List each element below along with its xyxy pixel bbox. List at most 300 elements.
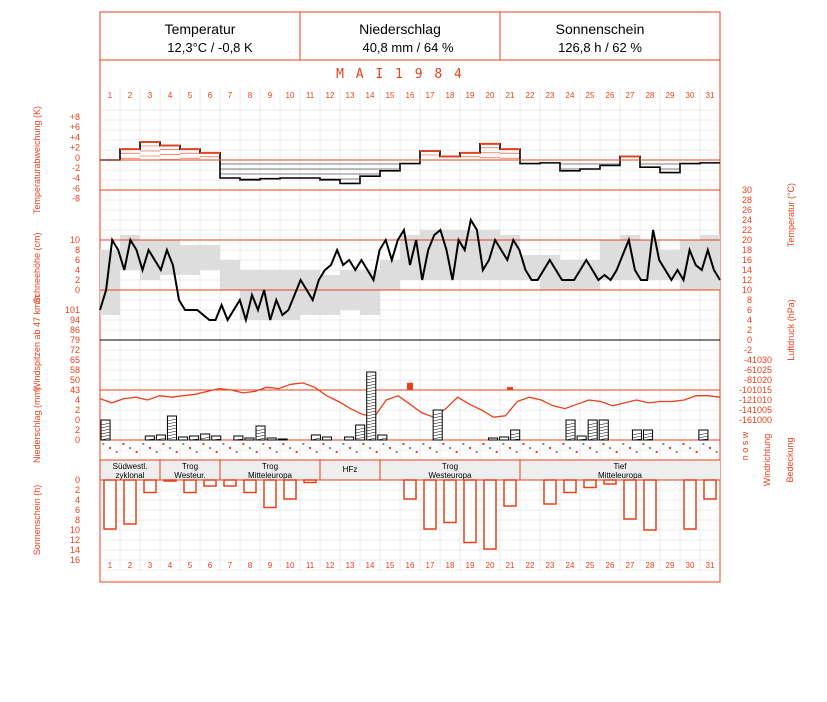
temperature-tick: -14: [738, 405, 752, 415]
wind-direction-dot: [656, 451, 658, 453]
day-label-bottom: 7: [227, 561, 233, 570]
pressure-tick: 1020: [751, 375, 772, 385]
day-label-bottom: 13: [345, 561, 355, 570]
wind-direction-dot: [396, 451, 398, 453]
day-label-bottom: 25: [585, 561, 595, 570]
weather-type-line1: Südwestl.: [112, 462, 148, 471]
day-label-top: 5: [187, 91, 193, 100]
day-label-top: 4: [167, 91, 173, 100]
precipitation-bar: [201, 434, 210, 440]
wind-direction-dot: [529, 447, 531, 449]
sunshine-tick: 14: [69, 545, 80, 555]
day-label-top: 19: [465, 91, 475, 100]
wind-direction-dot: [582, 443, 584, 445]
wind-direction-dot: [202, 443, 204, 445]
day-label-bottom: 27: [625, 561, 635, 570]
ylabel-cloud-cover: Bedeckung: [785, 437, 795, 483]
wind-direction-dot: [129, 447, 131, 449]
day-label-top: 31: [705, 91, 715, 100]
sunshine-tick: 6: [74, 505, 80, 515]
snow-tick: 6: [74, 255, 80, 265]
ylabel-wind: Windspitzen ab 47 km/h: [32, 294, 42, 392]
temperature-tick: 28: [741, 195, 752, 205]
precip-summary-title: Niederschlag: [359, 21, 441, 37]
wind-tick: 72: [69, 345, 80, 355]
weather-type-line1: Tief: [613, 462, 627, 471]
day-label-bottom: 16: [405, 561, 415, 570]
temp-range-band: [380, 260, 400, 290]
wind-direction-dot: [422, 443, 424, 445]
temp-deviation-tick: -8: [71, 193, 80, 204]
day-label-bottom: 20: [485, 561, 495, 570]
wind-tick: 101: [64, 305, 80, 315]
temp-deviation-tick: +6: [69, 122, 80, 133]
day-label-bottom: 6: [207, 561, 213, 570]
wind-direction-dot: [589, 447, 591, 449]
wind-direction-dot: [649, 447, 651, 449]
wind-direction-dot: [329, 447, 331, 449]
wind-direction-dot: [522, 443, 524, 445]
day-label-bottom: 1: [107, 561, 113, 570]
day-label-bottom: 11: [305, 561, 315, 570]
wind-direction-dot: [269, 447, 271, 449]
right-axis-ticks: [739, 185, 772, 425]
left-axis-ticks: [65, 112, 80, 565]
sun-summary-value: 126,8 h / 62 %: [558, 40, 642, 55]
ylabel-temp-deviation: Temperaturabweichung (K): [32, 105, 42, 215]
wind-direction-dot: [696, 451, 698, 453]
wind-direction-dot: [236, 451, 238, 453]
sunshine-bar: [544, 480, 556, 504]
day-label-top: 16: [405, 91, 415, 100]
wind-direction-dot: [449, 447, 451, 449]
weather-type-line2: Mitteleuropa: [247, 471, 293, 480]
temp-range-band: [700, 235, 720, 290]
precipitation-bar: [245, 438, 254, 440]
wind-direction-dot: [496, 451, 498, 453]
wind-direction-dot: [456, 451, 458, 453]
wind-tick: 43: [69, 385, 80, 395]
day-label-top: 20: [485, 91, 495, 100]
sunshine-tick: 4: [74, 495, 80, 505]
temperature-tick: 24: [741, 215, 752, 225]
wind-direction-dot: [102, 443, 104, 445]
wind-direction-dot: [369, 447, 371, 449]
wind-direction-dot: [296, 451, 298, 453]
day-label-top: 1: [107, 91, 113, 100]
wind-gust-bar: [407, 383, 413, 390]
sunshine-bar: [404, 480, 416, 499]
wind-direction-dot: [389, 447, 391, 449]
temp-deviation-tick: +2: [69, 142, 80, 153]
precip-tick: 0: [74, 435, 80, 445]
wind-direction-dot: [176, 451, 178, 453]
wind-direction-dot: [616, 451, 618, 453]
sunshine-tick: 10: [69, 525, 80, 535]
temp-summary-value: 12,3°C / -0,8 K: [167, 40, 253, 55]
day-label-bottom: 31: [705, 561, 715, 570]
day-label-bottom: 19: [465, 561, 475, 570]
wind-direction-dot: [509, 447, 511, 449]
wind-direction-dot: [416, 451, 418, 453]
day-label-bottom: 21: [505, 561, 515, 570]
pressure-tick: 1005: [751, 405, 772, 415]
temp-range-band: [500, 235, 520, 280]
wind-direction-dot: [262, 443, 264, 445]
temp-range-band: [180, 245, 200, 275]
day-label-top: 27: [625, 91, 635, 100]
wind-direction-dot: [429, 447, 431, 449]
day-label-top: 29: [665, 91, 675, 100]
wind-direction-dot: [662, 443, 664, 445]
temp-range-band: [600, 240, 620, 280]
precipitation-bar: [179, 437, 188, 440]
day-label-top: 3: [147, 91, 153, 100]
pressure-tick: 1015: [751, 385, 772, 395]
sunshine-bar: [704, 480, 716, 499]
day-label-bottom: 8: [247, 561, 253, 570]
pressure-tick: 1010: [751, 395, 772, 405]
day-label-top: 23: [545, 91, 555, 100]
sunshine-bar: [204, 480, 216, 486]
deviation-step-line: [100, 142, 720, 183]
wind-direction-dot: [309, 447, 311, 449]
day-label-top: 15: [385, 91, 395, 100]
wind-direction-dot: [149, 447, 151, 449]
temperature-tick: 8: [746, 295, 752, 305]
wind-direction-dot: [629, 447, 631, 449]
precipitation-bar: [167, 416, 176, 440]
snow-tick: 8: [74, 245, 80, 255]
wind-direction-dot: [349, 447, 351, 449]
sunshine-bar: [464, 480, 476, 543]
month-label: M A I 1 9 8 4: [336, 67, 464, 82]
precipitation-bar: [632, 430, 641, 440]
snow-tick: 4: [74, 265, 80, 275]
wind-direction-dot: [136, 451, 138, 453]
day-label-top: 13: [345, 91, 355, 100]
day-label-bottom: 4: [167, 561, 173, 570]
day-label-bottom: 18: [445, 561, 455, 570]
day-label-bottom: 26: [605, 561, 615, 570]
wind-direction-dot: [502, 443, 504, 445]
wind-direction-dot: [542, 443, 544, 445]
temperature-tick: 18: [741, 245, 752, 255]
wind-direction-dot: [702, 443, 704, 445]
precip-tick: 0: [74, 415, 80, 425]
deviation-steps: [100, 142, 720, 183]
temperature-tick: 20: [741, 235, 752, 245]
temp-deviation-tick: +8: [69, 112, 80, 122]
wind-direction-dot: [156, 451, 158, 453]
wind-direction-dot: [402, 443, 404, 445]
wind-direction-dot: [436, 451, 438, 453]
sunshine-bar: [684, 480, 696, 529]
sunshine-bars: [104, 480, 716, 549]
wind-direction-dot: [276, 451, 278, 453]
day-label-bottom: 12: [325, 561, 335, 570]
wind-direction-dot: [462, 443, 464, 445]
wind-direction-dot: [336, 451, 338, 453]
pressure-tick: 1000: [751, 415, 772, 425]
snow-tick: 2: [74, 275, 80, 285]
day-labels-bottom: [108, 561, 715, 570]
wind-direction-dot: [249, 447, 251, 449]
day-label-top: 11: [305, 91, 315, 100]
day-label-top: 18: [445, 91, 455, 100]
wind-tick: 94: [69, 315, 80, 325]
sunshine-tick: 12: [69, 535, 80, 545]
wind-direction-dot: [516, 451, 518, 453]
day-label-top: 24: [565, 91, 575, 100]
wind-direction-dot: [716, 451, 718, 453]
precipitation-bar: [644, 430, 653, 440]
sunshine-bar: [304, 480, 316, 483]
wind-direction-dot: [556, 451, 558, 453]
wind-direction-dots: [102, 443, 717, 453]
ylabel-temperature: Temperatur (°C): [786, 182, 796, 248]
sunshine-bar: [184, 480, 196, 493]
temp-range-band: [460, 230, 480, 280]
pressure-tick: 1025: [751, 365, 772, 375]
weather-type-line2: Mitteleuropa: [597, 471, 643, 480]
temperature-tick: 6: [746, 305, 752, 315]
temp-range-band: [280, 270, 300, 320]
temp-deviation-tick: -6: [71, 183, 80, 194]
precipitation-bar: [322, 437, 331, 440]
temperature-tick: -16: [738, 415, 752, 425]
wind-direction-dot: [676, 451, 678, 453]
temperature-tick: 10: [741, 285, 752, 295]
wind-direction-dot: [122, 443, 124, 445]
day-label-top: 17: [425, 91, 435, 100]
wind-direction-dot: [316, 451, 318, 453]
temp-range-band: [220, 260, 240, 290]
day-label-top: 26: [605, 91, 615, 100]
weather-type-line1: Trog: [181, 462, 199, 471]
ylabel-pressure: Luftdruck (hPa): [786, 299, 796, 361]
precipitation-bar: [345, 437, 354, 440]
wind-direction-dot: [322, 443, 324, 445]
weather-type-line1: HFz: [342, 465, 358, 474]
sunshine-bar: [124, 480, 136, 524]
temperature-tick: 30: [741, 185, 752, 195]
temperature-tick: 12: [741, 275, 752, 285]
sunshine-bar: [644, 480, 656, 530]
wind-direction-dot: [602, 443, 604, 445]
day-label-bottom: 17: [425, 561, 435, 570]
sun-summary-title: Sonnenschein: [555, 21, 645, 37]
sunshine-bar: [224, 480, 236, 486]
wind-direction-dot: [302, 443, 304, 445]
precipitation-bar: [489, 438, 498, 440]
precipitation-bar: [699, 430, 708, 440]
weather-type-line1: Trog: [441, 462, 459, 471]
snow-tick: 10: [69, 235, 80, 245]
day-label-bottom: 9: [267, 561, 273, 570]
wind-direction-dot: [116, 451, 118, 453]
temperature-tick: 26: [741, 205, 752, 215]
sunshine-bar: [144, 480, 156, 493]
weather-type-line2: Westeur.: [174, 471, 206, 480]
wind-direction-dot: [409, 447, 411, 449]
wind-direction-dot: [189, 447, 191, 449]
temperature-tick: -12: [738, 395, 752, 405]
day-label-bottom: 3: [147, 561, 153, 570]
wind-direction-dot: [576, 451, 578, 453]
day-label-bottom: 24: [565, 561, 575, 570]
wind-direction-dot: [709, 447, 711, 449]
wind-tick: 86: [69, 325, 80, 335]
wind-direction-dot: [242, 443, 244, 445]
day-label-bottom: 30: [685, 561, 695, 570]
ylabel-sunshine: Sonnenschein (h): [32, 484, 42, 556]
wind-direction-dot: [669, 447, 671, 449]
day-label-bottom: 2: [127, 561, 133, 570]
precipitation-bar: [511, 430, 520, 440]
day-label-bottom: 29: [665, 561, 675, 570]
temperature-tick: 2: [746, 325, 752, 335]
day-label-top: 12: [325, 91, 335, 100]
temperature-tick: 14: [741, 265, 752, 275]
ylabel-snow: Schneehöhe (cm): [32, 232, 42, 304]
temp-range-band: [320, 275, 340, 315]
wind-sector-label: n o s w: [740, 431, 750, 461]
temperature-tick: 22: [741, 225, 752, 235]
temp-range-band: [300, 270, 320, 315]
sunshine-bar: [484, 480, 496, 549]
temperature-tick: 0: [746, 335, 752, 345]
weather-type-line2: zyklonal: [115, 471, 145, 480]
temp-summary-title: Temperatur: [164, 21, 236, 37]
wind-direction-dot: [142, 443, 144, 445]
wind-direction-dot: [256, 451, 258, 453]
sunshine-bar: [444, 480, 456, 523]
temperature-tick: -8: [743, 375, 752, 385]
wind-direction-dot: [376, 451, 378, 453]
precip-tick: 4: [74, 395, 80, 405]
day-label-top: 6: [207, 91, 213, 100]
day-label-bottom: 15: [385, 561, 395, 570]
day-label-top: 14: [365, 91, 375, 100]
precip-tick: 2: [74, 405, 80, 415]
day-label-top: 10: [285, 91, 295, 100]
sunshine-bar: [624, 480, 636, 519]
wind-direction-dot: [282, 443, 284, 445]
ylabel-precip: Niederschlag (mm): [32, 386, 42, 464]
sunshine-bar: [504, 480, 516, 506]
day-label-top: 7: [227, 91, 233, 100]
sunshine-tick: 0: [74, 475, 80, 485]
day-labels-top: [108, 91, 715, 100]
precipitation-bar: [267, 438, 276, 440]
day-label-bottom: 23: [545, 561, 555, 570]
wind-direction-dot: [482, 443, 484, 445]
day-label-top: 30: [685, 91, 695, 100]
precipitation-bar: [500, 437, 509, 440]
sunshine-bar: [604, 480, 616, 484]
temperature-tick: 16: [741, 255, 752, 265]
wind-tick: 58: [69, 365, 80, 375]
sunshine-bar: [104, 480, 116, 529]
wind-direction-dot: [689, 447, 691, 449]
sunshine-bar: [564, 480, 576, 493]
snow-tick: 0: [74, 285, 80, 295]
weather-type-band: [100, 460, 720, 480]
temperature-tick: -2: [743, 345, 752, 355]
sunshine-bar: [264, 480, 276, 508]
wind-direction-dot: [229, 447, 231, 449]
day-label-top: 8: [247, 91, 253, 100]
weather-type-line1: Trog: [261, 462, 279, 471]
wind-direction-dot: [636, 451, 638, 453]
wind-direction-dot: [342, 443, 344, 445]
temperature-tick: -4: [743, 355, 752, 365]
wind-direction-dot: [162, 443, 164, 445]
temp-range-band: [200, 245, 220, 270]
wind-direction-dot: [569, 447, 571, 449]
wind-direction-dot: [536, 451, 538, 453]
sunshine-tick: 16: [69, 555, 80, 565]
wind-direction-dot: [682, 443, 684, 445]
temp-range-band: [360, 270, 380, 315]
wind-direction-dot: [169, 447, 171, 449]
sunshine-tick: 2: [74, 485, 80, 495]
wind-direction-dot: [469, 447, 471, 449]
wind-direction-dot: [209, 447, 211, 449]
wind-direction-dot: [362, 443, 364, 445]
sunshine-bar: [424, 480, 436, 529]
wind-direction-dot: [609, 447, 611, 449]
day-label-bottom: 14: [365, 561, 375, 570]
weather-type-line2: Westeuropa: [428, 471, 472, 480]
wind-direction-dot: [109, 447, 111, 449]
temp-deviation-tick: -4: [71, 173, 80, 184]
wind-direction-dot: [442, 443, 444, 445]
temp-deviation-tick: 0: [74, 152, 80, 163]
day-label-bottom: 22: [525, 561, 535, 570]
day-label-bottom: 10: [285, 561, 295, 570]
wind-direction-dot: [642, 443, 644, 445]
temperature-tick: -10: [738, 385, 752, 395]
sunshine-bar: [164, 480, 176, 481]
day-label-top: 9: [267, 91, 273, 100]
temperature-tick: -6: [743, 365, 752, 375]
sunshine-bar: [284, 480, 296, 499]
wind-tick: 65: [69, 355, 80, 365]
sunshine-bar: [244, 480, 256, 493]
wind-direction-dot: [382, 443, 384, 445]
precipitation-bar: [278, 439, 287, 440]
temp-deviation-tick: -2: [71, 163, 80, 173]
precip-tick: 2: [74, 425, 80, 435]
wind-direction-dot: [596, 451, 598, 453]
wind-direction-dot: [549, 447, 551, 449]
wind-direction-dot: [196, 451, 198, 453]
wind-direction-dot: [289, 447, 291, 449]
day-label-top: 22: [525, 91, 535, 100]
temp-range-band: [140, 240, 160, 280]
pressure-tick: 1030: [751, 355, 772, 365]
wind-tick: 79: [69, 335, 80, 345]
sunshine-bar: [584, 480, 596, 488]
wind-tick: 50: [69, 375, 80, 385]
wind-direction-dot: [222, 443, 224, 445]
wind-direction-dot: [622, 443, 624, 445]
wind-direction-dot: [356, 451, 358, 453]
wind-direction-dot: [182, 443, 184, 445]
wind-direction-dot: [562, 443, 564, 445]
